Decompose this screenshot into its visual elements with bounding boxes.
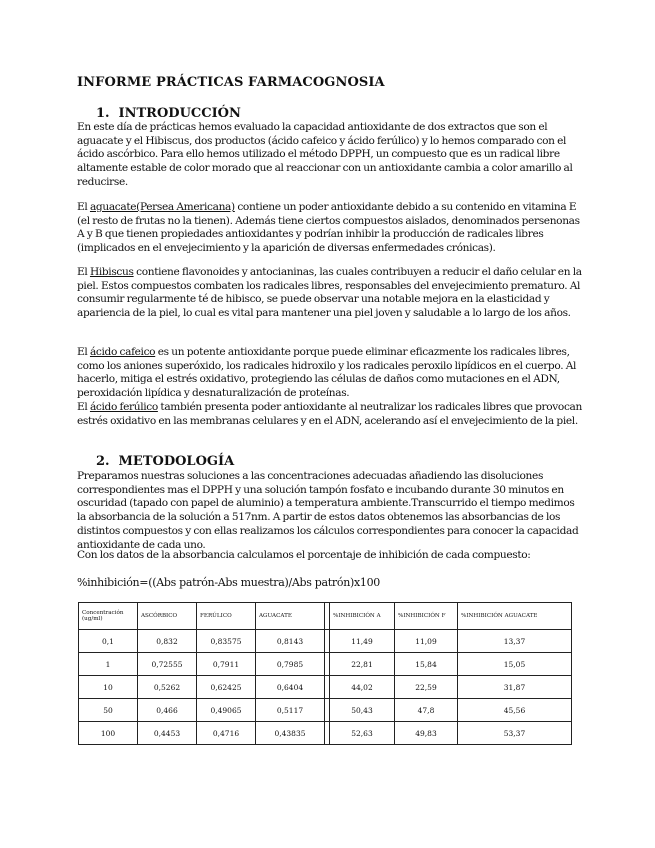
section-heading-metodologia: [96, 454, 234, 469]
column-header: ASCÓRBICO: [138, 603, 197, 630]
table-cell: 13,37: [458, 630, 572, 653]
table-cell: 0,8143: [256, 630, 325, 653]
inhibition-formula: %inhibición=((Abs patrón-Abs muestra)/Abs patrón)x100: [77, 576, 380, 589]
table-header-row: [79, 603, 572, 630]
table-row: [79, 676, 572, 699]
table-cell: 0,6404: [256, 676, 325, 699]
table-row: [79, 699, 572, 722]
term-aguacate: aguacate(Persea Americana): [89, 201, 235, 213]
table-cell: 15,05: [458, 653, 572, 676]
table-cell: 0,49065: [197, 699, 256, 722]
table-cell: 50,43: [330, 699, 395, 722]
table-cell: 47,8: [395, 699, 458, 722]
table-cell: 0,72555: [138, 653, 197, 676]
ferulico-paragraph: [77, 401, 582, 428]
paragraph-text: contiene un poder antioxidante debido a su contenido en vitamina E (el resto de frutas no la tienen). Además tiene ciertos compuestos aislados, denominados persenonas A y B que tienen propiedades antioxidantes y podrían inhibir la producción de radicales libres (implicados en el envejecimiento y la aparición de diversas enfermedades crónicas).: [77, 201, 580, 255]
table-cell: 44,02: [330, 676, 395, 699]
table-cell: 0,466: [138, 699, 197, 722]
section-number: 1.: [96, 106, 110, 121]
paragraph-text: es un potente antioxidante porque puede eliminar eficazmente los radicales libres, como los aniones superóxido, los radicales hidroxilo y los radicales peroxilo lipídicos en el cuerpo. Al hacerlo, mitiga el estrés oxidativo, protegiendo las células de daños como mutaciones en el ADN, peroxidación lipídica y desnaturalización de proteínas.: [77, 346, 577, 400]
intro-paragraph: En este día de prácticas hemos evaluado la capacidad antioxidante de dos extractos que son el aguacate y el Hibiscus, dos productos (ácido cafeico y ácido ferúlico) y lo hemos comparado con el ácido ascórbico. Para ello hemos utilizado el método DPPH, un compuesto que es un radical libre altamente estable de color morado que al reaccionar con un antioxidante cambia a color amarillo al reducirse.: [77, 121, 573, 188]
paragraph-text: contiene flavonoides y antocianinas, las cuales contribuyen a reducir el daño celular en la piel. Estos compuestos combaten los radicales libres, responsables del envejecimiento prematuro. Al consumir regularmente té de hibisco, se puede observar una notable mejora en la elasticidad y apariencia de la piel, lo cual es vital para mantener una piel joven y saludable a lo largo de los años.: [77, 266, 582, 320]
section-heading-introduccion: [96, 106, 241, 121]
table-cell: 53,37: [458, 722, 572, 745]
table-cell: 0,4716: [197, 722, 256, 745]
table-cell: 0,43835: [256, 722, 325, 745]
table-cell: 0,62425: [197, 676, 256, 699]
table-cell: 11,09: [395, 630, 458, 653]
table-cell: 0,5117: [256, 699, 325, 722]
table-cell: 31,87: [458, 676, 572, 699]
term-acido-ferulico: ácido ferúlico: [89, 401, 158, 413]
table-cell: 52,63: [330, 722, 395, 745]
section-number: 2.: [96, 454, 110, 469]
column-header: AGUACATE: [256, 603, 325, 630]
table-cell: 49,83: [395, 722, 458, 745]
document-title: INFORME PRÁCTICAS FARMACOGNOSIA: [77, 75, 385, 90]
absorbance-table: [78, 602, 572, 745]
paragraph-prefix: El: [77, 401, 90, 413]
table-row: [79, 630, 572, 653]
table-cell: 45,56: [458, 699, 572, 722]
cafeico-paragraph: [77, 346, 582, 401]
table-cell: 22,81: [330, 653, 395, 676]
table-cell: 22,59: [395, 676, 458, 699]
term-acido-cafeico: ácido cafeico: [89, 346, 156, 358]
table-cell: 11,49: [330, 630, 395, 653]
table-cell: 0,832: [138, 630, 197, 653]
table-cell: 50: [79, 699, 138, 722]
table-row: [79, 722, 572, 745]
column-header: FERÚLICO: [197, 603, 256, 630]
column-header: %INHIBICIÓN F: [395, 603, 458, 630]
paragraph-prefix: El: [77, 266, 90, 278]
table-cell: 0,7985: [256, 653, 325, 676]
paragraph-prefix: El: [77, 346, 90, 358]
paragraph-text: también presenta poder antioxidante al neutralizar los radicales libres que provocan estrés oxidativo en las membranas celulares y en el ADN, acelerando así el envejecimiento de la piel.: [77, 401, 582, 427]
column-header: Concentración (ug/ml): [79, 603, 138, 630]
table-cell: 10: [79, 676, 138, 699]
table-cell: 0,1: [79, 630, 138, 653]
term-hibiscus: Hibiscus: [89, 266, 134, 278]
section-title: METODOLOGÍA: [118, 454, 235, 469]
table-cell: 1: [79, 653, 138, 676]
column-header: %INHIBICIÓN AGUACATE: [458, 603, 572, 630]
aguacate-paragraph: [77, 201, 582, 256]
table-cell: 0,5262: [138, 676, 197, 699]
column-header: %INHIBICIÓN A: [330, 603, 395, 630]
table-cell: 15,84: [395, 653, 458, 676]
table-row: [79, 653, 572, 676]
table-cell: 100: [79, 722, 138, 745]
method-paragraph-2: Con los datos de la absorbancia calculamos el porcentaje de inhibición de cada compuesto:: [77, 549, 531, 561]
section-title: INTRODUCCIÓN: [118, 106, 241, 121]
hibiscus-paragraph: [77, 266, 582, 321]
table-cell: 0,83575: [197, 630, 256, 653]
table-cell: 0,7911: [197, 653, 256, 676]
table-cell: 0,4453: [138, 722, 197, 745]
paragraph-prefix: El: [77, 201, 90, 213]
method-paragraph: Preparamos nuestras soluciones a las concentraciones adecuadas añadiendo las disoluciones correspondientes mas el DPPH y una solución tampón fosfato e incubando durante 30 minutos en oscuridad (tapado con papel de aluminio) a temperatura ambiente.Transcurrido el tiempo medimos la absorbancia de la solución a 517nm. A partir de estos datos obtenemos las absorbancias de los distintos compuestos y con ellas realizamos los cálculos correspondientes para conocer la capacidad antioxidante de cada uno.: [77, 470, 579, 551]
